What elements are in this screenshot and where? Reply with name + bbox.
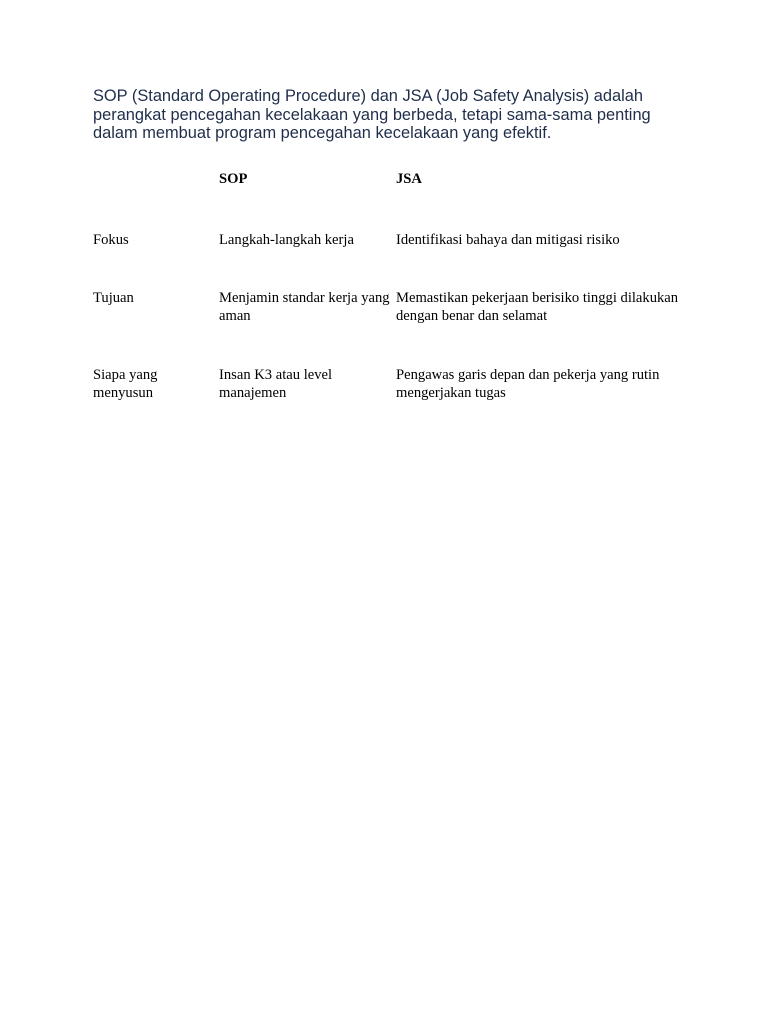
comparison-table xyxy=(93,170,706,406)
table-header-row xyxy=(93,170,706,230)
sop-cell: Insan K3 atau level manajemen xyxy=(219,367,333,401)
sop-cell: Menjamin standar kerja yang aman xyxy=(219,290,390,324)
header-cell-empty xyxy=(93,170,219,230)
jsa-cell: Memastikan pekerjaan berisiko tinggi dilakukan dengan benar dan selamat xyxy=(396,290,679,324)
sop-cell: Langkah-langkah kerja xyxy=(219,232,354,248)
table-row xyxy=(93,230,706,289)
header-cell-jsa: JSA xyxy=(396,171,422,187)
jsa-cell: Pengawas garis depan dan pekerja yang rutin mengerjakan tugas xyxy=(396,367,660,401)
table-row xyxy=(93,366,706,406)
row-label: Siapa yang menyusun xyxy=(93,367,158,401)
intro-paragraph: SOP (Standard Operating Procedure) dan JSA (Job Safety Analysis) adalah perangkat pencegahan kecelakaan yang berbeda, tetapi sama-sama penting dalam membuat program pencegahan kecelakaan yang efektif. xyxy=(93,87,651,143)
header-cell-sop: SOP xyxy=(219,171,248,187)
row-label: Fokus xyxy=(93,232,129,248)
table-row xyxy=(93,289,706,366)
jsa-cell: Identifikasi bahaya dan mitigasi risiko xyxy=(396,232,620,248)
row-label: Tujuan xyxy=(93,290,134,306)
